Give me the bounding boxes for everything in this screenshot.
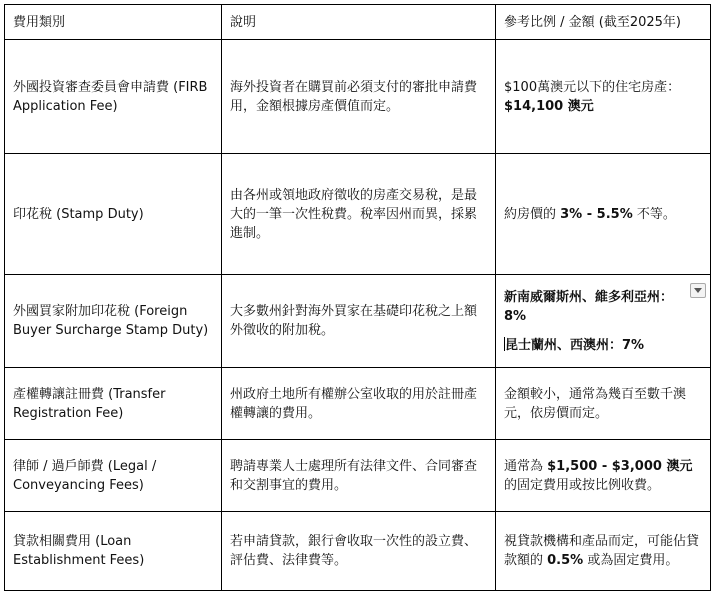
row-category[interactable]: 貸款相關費用 (Loan Establishment Fees) — [5, 512, 222, 591]
reference-text: 通常為 — [504, 458, 548, 474]
row-category[interactable]: 外國買家附加印花稅 (Foreign Buyer Surcharge Stamp Duty) — [5, 275, 222, 368]
header-category[interactable]: 費用類別 — [5, 5, 222, 40]
reference-suffix: 不等。 — [632, 206, 676, 222]
reference-line-qld-wa-text: 昆士蘭州、西澳州：7% — [505, 337, 645, 353]
row-category[interactable]: 產權轉讓註冊費 (Transfer Registration Fee) — [5, 368, 222, 440]
row-reference[interactable] — [496, 440, 711, 512]
row-description[interactable]: 州政府土地所有權辦公室收取的用於註冊產權轉讓的費用。 — [222, 368, 496, 440]
row-reference[interactable] — [496, 154, 711, 275]
reference-line-nsw-vic: 新南威爾斯州、維多利亞州：8% — [504, 289, 674, 324]
table-row — [5, 40, 711, 154]
row-description[interactable]: 大多數州針對海外買家在基礎印花稅之上額外徵收的附加稅。 — [222, 275, 496, 368]
table-header-row — [5, 5, 711, 40]
fees-table — [4, 4, 711, 591]
row-category[interactable]: 外國投資審查委員會申請費 (FIRB Application Fee) — [5, 40, 222, 154]
table-row — [5, 154, 711, 275]
row-description[interactable]: 聘請專業人士處理所有法律文件、合同審查和交割事宜的費用。 — [222, 440, 496, 512]
row-reference[interactable]: 金額較小，通常為幾百至數千澳元，依房價而定。 — [496, 368, 711, 440]
reference-amount: 0.5% — [547, 553, 584, 568]
row-category[interactable]: 律師 / 過戶師費 (Legal / Conveyancing Fees) — [5, 440, 222, 512]
row-description[interactable]: 海外投資者在購買前必須支付的審批申請費用，金額根據房產價值而定。 — [222, 40, 496, 154]
reference-suffix: 或為固定費用。 — [583, 553, 679, 568]
table-row — [5, 512, 711, 591]
row-category[interactable]: 印花稅 (Stamp Duty) — [5, 154, 222, 275]
row-description[interactable]: 若申請貸款，銀行會收取一次性的設立費、評估費、法律費等。 — [222, 512, 496, 591]
row-reference[interactable] — [496, 512, 711, 591]
header-description[interactable]: 說明 — [222, 5, 496, 40]
reference-text: $100萬澳元以下的住宅房產： — [504, 79, 681, 95]
reference-suffix: 的固定費用或按比例收費。 — [504, 477, 661, 493]
row-reference[interactable] — [496, 40, 711, 154]
reference-text: 約房價的 — [504, 206, 561, 222]
table-row — [5, 368, 711, 440]
reference-amount: $14,100 澳元 — [504, 98, 594, 114]
table-row — [5, 275, 711, 368]
header-reference[interactable]: 參考比例 / 金額 (截至2025年) — [496, 5, 711, 40]
row-description[interactable]: 由各州或領地政府徵收的房產交易稅，是最大的一筆一次性稅費。稅率因州而異，採累進制。 — [222, 154, 496, 275]
table-row — [5, 440, 711, 512]
reference-amount: $1,500 - $3,000 澳元 — [547, 458, 693, 474]
reference-line-qld-wa — [504, 336, 702, 355]
reference-text: 視貸款機構和產品而定，可能佔貸款額的 — [504, 534, 700, 568]
reference-amount: 3% - 5.5% — [560, 206, 633, 222]
chevron-down-icon[interactable] — [690, 283, 706, 298]
row-reference[interactable] — [496, 275, 711, 368]
